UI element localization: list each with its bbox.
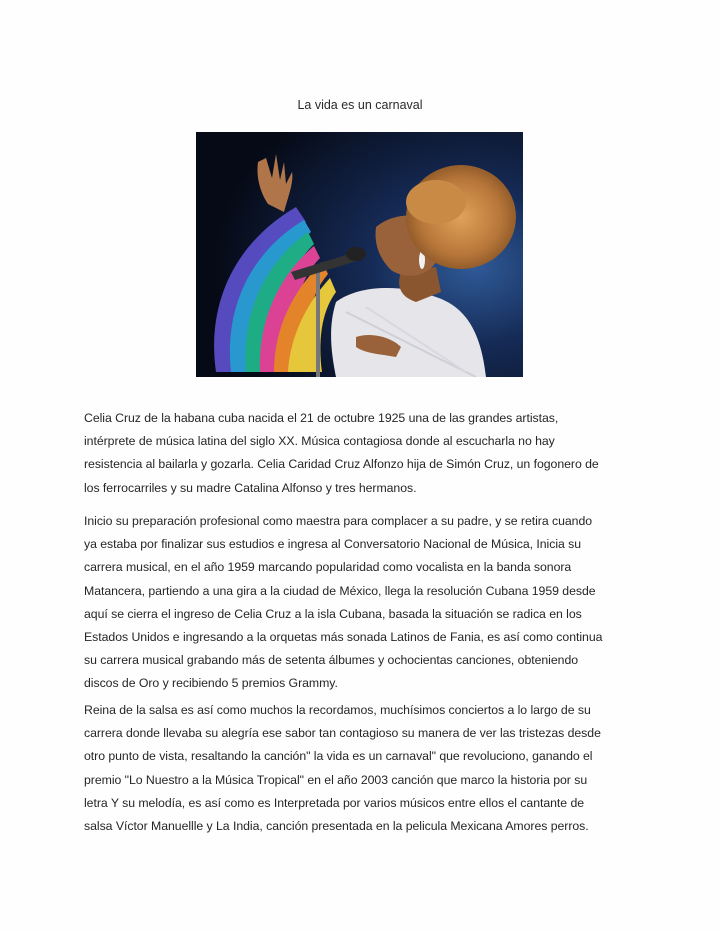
text-line: discos de Oro y recibiendo 5 premios Grammy. [84, 676, 338, 691]
document-title: La vida es un carnaval [297, 98, 423, 112]
text-line: Reina de la salsa es así como muchos la recordamos, muchísimos conciertos a lo largo de su [84, 703, 591, 717]
celia-cruz-photo [196, 132, 523, 377]
text-line: carrera donde llevaba su alegría ese sabor tan contagioso su manera de ver las tristezas desde [84, 726, 601, 741]
text-line: aquí se cierra el ingreso de Celia Cruz a la isla Cubana, basada la situación se radica en los [84, 606, 582, 621]
text-line: resistencia al bailarla y gozarla. Celia Caridad Cruz Alfonzo hija de Simón Cruz, un fogonero de [84, 457, 599, 472]
text-line: los ferrocarriles y su madre Catalina Alfonso y tres hermanos. [84, 480, 417, 495]
text-line: Matancera, partiendo a una gira a la ciudad de México, llega la resolución Cubana 1959 desde [84, 583, 596, 598]
photo-icon [196, 132, 523, 377]
text-line: letra Y su melodía, es así como es Interpretada por varios músicos entre ellos el cantante de [84, 795, 585, 810]
paragraph-1 [84, 407, 644, 500]
text-line: carrera musical, en el año 1959 marcando popularidad como vocalista en la banda sonora [84, 560, 572, 575]
text-line: Celia Cruz de la habana cuba nacida el 21 de octubre 1925 una de las grandes artistas, [84, 411, 559, 425]
paragraph-3 [84, 699, 644, 838]
text-line: otro punto de vista, resaltando la canción" la vida es un carnaval" que revoluciono, ganando el [84, 749, 593, 764]
text-line: su carrera musical grabando más de setenta álbumes y ochocientas canciones, obteniendo [84, 653, 579, 668]
text-line: premio "Lo Nuestro a la Música Tropical" en el año 2003 canción que marco la historia por su [84, 772, 588, 787]
text-line: salsa Víctor Manuellle y La India, canción presentada en la pelicula Mexicana Amores perros. [84, 819, 589, 834]
text-line: ya estaba por finalizar sus estudios e ingresa al Conversatorio Nacional de Música, Inicia su [84, 537, 582, 552]
text-line: Estados Unidos e ingresando a la orquetas más sonada Latinos de Fania, es así como continua [84, 630, 603, 645]
text-line: intérprete de música latina del siglo XX. Música contagiosa donde al escucharla no hay [84, 434, 555, 449]
paragraph-2 [84, 510, 644, 696]
text-line: Inicio su preparación profesional como maestra para complacer a su padre, y se retira cuando [84, 514, 593, 528]
